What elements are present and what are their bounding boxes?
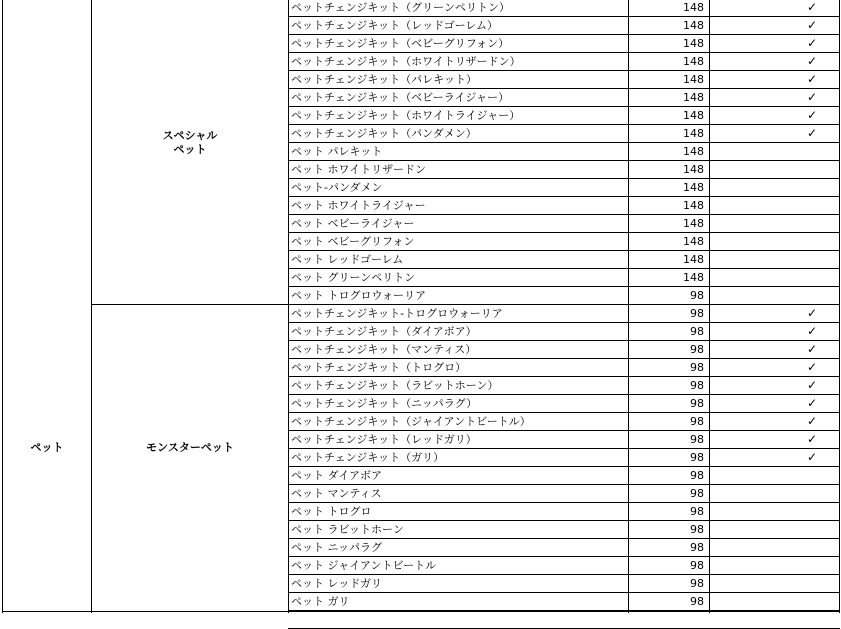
item-price-cell: 148	[683, 217, 704, 230]
item-price-cell: 98	[690, 523, 704, 536]
table-row	[288, 503, 841, 521]
check-mark-icon: ✓	[806, 36, 818, 50]
table-row	[288, 539, 841, 557]
item-price-cell: 98	[690, 469, 704, 482]
check-mark-icon: ✓	[806, 360, 818, 374]
item-name-cell: ペットチェンジキット（レッドガリ）	[291, 433, 477, 446]
item-name-cell: ペット ジャイアントビートル	[291, 559, 437, 572]
check-mark-icon: ✓	[806, 126, 818, 140]
item-name-cell: ペット ニッパラグ	[291, 541, 383, 554]
item-name-cell: ペット パレキット	[291, 145, 383, 158]
category-special-pet-label	[92, 129, 288, 157]
item-name-cell: ペットチェンジキット（ガリ）	[291, 451, 445, 464]
item-price-cell: 98	[690, 487, 704, 500]
item-price-cell: 98	[690, 577, 704, 590]
check-mark-icon: ✓	[806, 54, 818, 68]
item-name-cell: ペットチェンジキット（マンティス）	[291, 343, 477, 356]
item-price-cell: 148	[683, 91, 704, 104]
item-price-cell: 148	[683, 73, 704, 86]
item-name-cell: ペットチェンジキット（グリーンペリトン）	[291, 1, 510, 14]
item-price-cell: 98	[690, 451, 704, 464]
check-mark-icon: ✓	[806, 414, 818, 428]
item-price-cell: 148	[683, 145, 704, 158]
table-row	[288, 377, 841, 395]
item-price-cell: 148	[683, 55, 704, 68]
item-price-cell: 98	[690, 415, 704, 428]
table-row	[288, 287, 841, 305]
item-name-cell: ペット グリーンペリトン	[291, 271, 416, 284]
item-name-cell: ペットチェンジキット（パレキット）	[291, 73, 477, 86]
item-name-cell: ペットチェンジキット（ダイアボア）	[291, 325, 477, 338]
item-name-cell: ペットチェンジキット（ホワイトライジャー）	[291, 109, 521, 122]
item-price-cell: 98	[690, 595, 704, 608]
item-price-cell: 148	[683, 109, 704, 122]
table-row	[288, 323, 841, 341]
special-pet-line-2: ペット	[173, 143, 207, 156]
item-name-cell: ペット-パンダメン	[291, 181, 383, 194]
item-price-cell: 98	[690, 379, 704, 392]
item-price-cell: 98	[690, 343, 704, 356]
table-row	[288, 305, 841, 323]
table-row	[288, 53, 841, 71]
table-row	[288, 431, 841, 449]
table-row	[288, 521, 841, 539]
check-mark-icon: ✓	[806, 108, 818, 122]
item-name-cell: ペットチェンジキット（ニッパラグ）	[291, 397, 478, 410]
item-price-cell: 98	[690, 397, 704, 410]
table-row	[288, 35, 841, 53]
table-row	[288, 359, 841, 377]
item-price-cell: 148	[683, 163, 704, 176]
item-price-cell: 148	[683, 19, 704, 32]
table-row	[288, 179, 841, 197]
table-row	[288, 485, 841, 503]
table-row	[288, 557, 841, 575]
table-row	[288, 0, 841, 17]
item-name-cell: ペットチェンジキット（トログロ）	[291, 361, 467, 374]
grid-hline	[2, 611, 840, 612]
check-mark-icon: ✓	[806, 432, 818, 446]
item-name-cell: ペットチェンジキット（パンダメン）	[291, 127, 477, 140]
table-row	[288, 467, 841, 485]
special-pet-line-1: スペシャル	[162, 129, 218, 142]
table-row	[288, 17, 841, 35]
table-row	[288, 269, 841, 287]
item-price-cell: 98	[690, 325, 704, 338]
item-price-cell: 98	[690, 307, 704, 320]
item-name-cell: ペット マンティス	[291, 487, 382, 500]
check-mark-icon: ✓	[806, 396, 818, 410]
grid-hline	[91, 304, 288, 305]
table-row	[288, 233, 841, 251]
check-mark-icon: ✓	[806, 0, 818, 14]
check-mark-icon: ✓	[806, 18, 818, 32]
item-name-cell: ペット ベビーライジャー	[291, 217, 415, 230]
check-mark-icon: ✓	[806, 72, 818, 86]
table-row	[288, 413, 841, 431]
check-mark-icon: ✓	[806, 342, 818, 356]
item-name-cell: ペットチェンジキット-トログロウォーリア	[291, 307, 503, 320]
item-price-cell: 148	[683, 253, 704, 266]
check-mark-icon: ✓	[806, 378, 818, 392]
table-row	[288, 125, 841, 143]
item-name-cell: ペットチェンジキット（ジャイアントビートル）	[291, 415, 531, 428]
item-name-cell: ペット レッドガリ	[291, 577, 383, 590]
item-name-cell: ペット ラビットホーン	[291, 523, 404, 536]
check-mark-icon: ✓	[806, 90, 818, 104]
item-price-cell: 98	[690, 289, 704, 302]
table-row	[288, 575, 841, 593]
item-name-cell: ペットチェンジキット（ベビーグリフォン）	[291, 37, 510, 50]
table-row	[288, 143, 841, 161]
table-row	[288, 107, 841, 125]
item-name-cell: ペット ガリ	[291, 595, 350, 608]
table-row	[288, 593, 841, 611]
table-row	[288, 161, 841, 179]
item-name-cell: ペット ホワイトリザードン	[291, 163, 426, 176]
table-row	[288, 215, 841, 233]
item-name-cell: ペット レッドゴーレム	[291, 253, 404, 266]
item-price-cell: 148	[683, 181, 704, 194]
item-price-cell: 98	[690, 361, 704, 374]
item-price-cell: 148	[683, 271, 704, 284]
item-price-cell: 148	[683, 37, 704, 50]
check-mark-icon: ✓	[806, 450, 818, 464]
table-row	[288, 395, 841, 413]
table-row	[288, 341, 841, 359]
item-price-cell: 98	[690, 541, 704, 554]
item-name-cell: ペット トログロウォーリア	[291, 289, 427, 302]
item-price-cell: 98	[690, 505, 704, 518]
item-name-cell: ペット ダイアボア	[291, 469, 382, 482]
table-row	[288, 71, 841, 89]
item-price-cell: 98	[690, 559, 704, 572]
grid-vline	[91, 0, 92, 613]
check-mark-icon: ✓	[806, 306, 818, 320]
item-price-cell: 148	[683, 127, 704, 140]
item-name-cell: ペット ベビーグリフォン	[291, 235, 415, 248]
item-name-cell: ペットチェンジキット（レッドゴーレム）	[291, 19, 498, 32]
table-row	[288, 251, 841, 269]
item-name-cell: ペットチェンジキット（ベビーライジャー）	[291, 91, 510, 104]
item-price-cell: 148	[683, 235, 704, 248]
item-price-cell: 98	[690, 433, 704, 446]
item-name-cell: ペット ホワイトライジャー	[291, 199, 426, 212]
table-row	[288, 89, 841, 107]
item-name-cell: ペットチェンジキット（ホワイトリザードン）	[291, 55, 521, 68]
category-monster-pet-label: モンスターペット	[146, 441, 234, 454]
item-price-cell: 148	[683, 1, 704, 14]
table-row	[288, 449, 841, 467]
item-name-cell: ペット トログロ	[291, 505, 372, 518]
table-row	[288, 197, 841, 215]
item-price-cell: 148	[683, 199, 704, 212]
check-mark-icon: ✓	[806, 324, 818, 338]
grid-vline	[2, 0, 3, 613]
category-pet-label: ペット	[30, 441, 64, 454]
item-name-cell: ペットチェンジキット（ラビットホーン）	[291, 379, 499, 392]
